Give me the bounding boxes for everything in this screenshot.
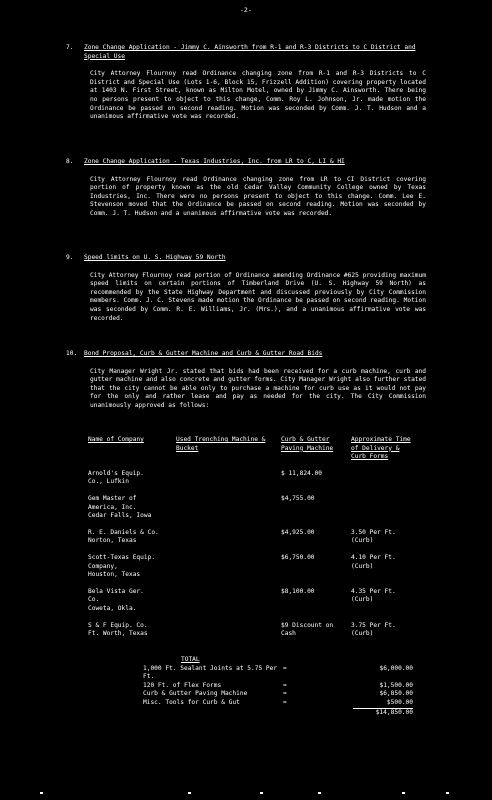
bid-machine (176, 529, 281, 546)
grand-total: $14,850.00 (375, 708, 413, 716)
total-value: $6,000.00 (379, 664, 413, 672)
section-bond-proposal (66, 350, 430, 411)
header-delivery: Approximate Time of Delivery & Curb Forms (351, 436, 411, 461)
total-row (143, 682, 413, 691)
bid-delivery: 4.35 Per Ft. (Curb) (351, 587, 396, 604)
bid-company-line: Cedar Falls, Iowa (88, 512, 152, 520)
total-equals: = (283, 664, 287, 672)
bid-paver: $6,750.00 (281, 553, 315, 561)
bid-table-header (88, 436, 418, 462)
section-body: City Attorney Flournoy read Ordinance changing zone from R-1 and R-3 Districts to C District and Special Use (Lots 1-6, Block 15, Frizzell Addition) covering property located at 1403 N. First Street, known as Milton Motel, owned by Jimmy C. Ainsworth. There being no persons present to object to this change, Comm. Roy L. Johnson, Jr. made motion the Ordinance be passed on second reading. Motion was seconded by Comm. J. T. Hudson and a unanimous affirmative vote was recorded. (90, 70, 430, 121)
bid-paver: $8,100.00 (281, 587, 315, 595)
bid-company-line: R. E. Daniels & Co. (88, 528, 159, 536)
bid-company (88, 529, 176, 546)
header-machine: Used Trenching Machine & Bucket (176, 436, 266, 452)
section-number: 9. (66, 254, 74, 261)
bid-company-line: S & F Equip. Co. (88, 621, 148, 629)
section-number: 7. (66, 44, 74, 51)
bid-company (88, 622, 176, 639)
section-number: 8. (66, 158, 74, 165)
bid-machine (176, 622, 281, 639)
bid-paver: $4,925.00 (281, 528, 315, 536)
bid-company-line: Co., Lufkin (88, 478, 129, 486)
total-equals: = (283, 690, 287, 698)
section-body: City Attorney Flournoy read Ordinance changing zone from LR to CI District covering portion of property known as the old Cedar Valley Community College owned by Texas Industries, Inc. There were no persons present to object to this change. Comm. Lee E. Stevenson moved that the Ordinance be passed on second reading. Motion was seconded by Comm. J. T. Hudson and a unanimous affirmative vote was recorded. (90, 175, 430, 217)
totals-heading: TOTAL (181, 656, 200, 663)
bid-row (88, 554, 418, 580)
bid-delivery: 4.10 Per Ft. (Curb) (351, 553, 396, 570)
bid-row (88, 529, 418, 546)
page-bottom-edge (0, 790, 492, 800)
totals-block (143, 656, 413, 717)
page-number: -2- (240, 6, 252, 14)
header-company: Name of Company (88, 436, 144, 443)
total-item: Curb & Gutter Paving Machine (143, 690, 248, 698)
bid-machine (176, 495, 281, 521)
total-value: $6,850.00 (379, 690, 413, 698)
bid-company-line: Ft. Worth, Texas (88, 630, 148, 638)
bid-paver: $9 Discount on Cash (281, 621, 334, 638)
section-title: Bond Proposal, Curb & Gutter Machine and Curb & Gutter Road Bids (84, 350, 323, 357)
bid-paver: $4,755.00 (281, 494, 315, 502)
bid-machine (176, 588, 281, 614)
bid-company-line: Co. (88, 596, 100, 604)
bid-table (88, 436, 418, 647)
header-paver: Curb & Gutter Paving Machine (281, 436, 334, 452)
bid-company-line: Coweta, Okla. (88, 604, 137, 612)
total-row (143, 665, 413, 682)
bid-company-line: Arnold's Equip. (88, 469, 144, 477)
bid-delivery (351, 470, 418, 487)
section-title: Speed limits on U. S. Highway 59 North (84, 254, 226, 261)
bid-company-line: Company, (88, 562, 118, 570)
bid-delivery: 3.50 Per Ft. (Curb) (351, 528, 396, 545)
bid-row (88, 588, 418, 614)
total-item: Misc. Tools for Curb & Gut (143, 698, 240, 706)
bid-company-line: Scott-Texas Equip. (88, 553, 156, 561)
bid-row (88, 470, 418, 487)
bid-company-line: Bela Vista Ger. (88, 587, 144, 595)
section-zone-change-ainsworth (66, 44, 430, 122)
bid-company (88, 588, 176, 614)
bid-row (88, 495, 418, 521)
total-row (143, 690, 413, 699)
section-body: City Attorney Flournoy read portion of Ordinance amending Ordinance #625 providing maximum speed limits on certain portions of Timberland Drive (U. S. Highway 59 North) as recommended by the State Highway Department and discussed previously by City Commission members. Comm. J. C. Stevens made motion the Ordinance be passed on second reading. Motion was seconded by Comm. R. E. Williams, Jr. (Mrs.), and a unanimous affirmative vote was recorded. (90, 271, 430, 322)
total-equals: = (283, 681, 287, 689)
section-title: Zone Change Application - Jimmy C. Ainsworth from R-1 and R-3 Districts to C District and Special Use (84, 44, 416, 60)
total-value: $500.00 (386, 698, 413, 706)
section-number: 10. (66, 350, 78, 357)
bid-machine (176, 554, 281, 580)
section-body: City Manager Wright Jr. stated that bids had been received for a curb machine, curb and gutter machine and also concrete and gutter forms. City Manager Wright also further stated that the city cannot be able only to purchase a machine for curb use as it would not pay for the only and rather lease and pay as needed for the city. The City Commission unanimously approved as follows: (90, 367, 430, 409)
bid-row (88, 622, 418, 639)
bid-machine (176, 470, 281, 487)
bid-company (88, 554, 176, 580)
section-zone-change-texas-industries (66, 158, 430, 219)
total-item: 1,000 Ft. Sealant Joints at 5.75 Per Ft. (143, 664, 278, 681)
bid-delivery: 3.75 Per Ft. (Curb) (351, 621, 396, 638)
section-speed-limits (66, 254, 430, 323)
total-row (143, 699, 413, 708)
bid-delivery (351, 495, 418, 521)
bid-company-line: Norton, Texas (88, 537, 137, 545)
bid-paver: $ 11,824.00 (281, 469, 322, 477)
bid-company-line: Houston, Texas (88, 571, 141, 579)
bid-company-line: America, Inc. (88, 503, 137, 511)
total-item: 120 Ft. of Flex Forms (143, 681, 222, 689)
section-title: Zone Change Application - Texas Industries, Inc. from LR to C, LI & HI (84, 158, 345, 165)
bid-company (88, 470, 176, 487)
total-equals: = (283, 698, 287, 706)
bid-company (88, 495, 176, 521)
bid-company-line: Gem Master of (88, 494, 137, 502)
total-value: $1,500.00 (379, 681, 413, 689)
